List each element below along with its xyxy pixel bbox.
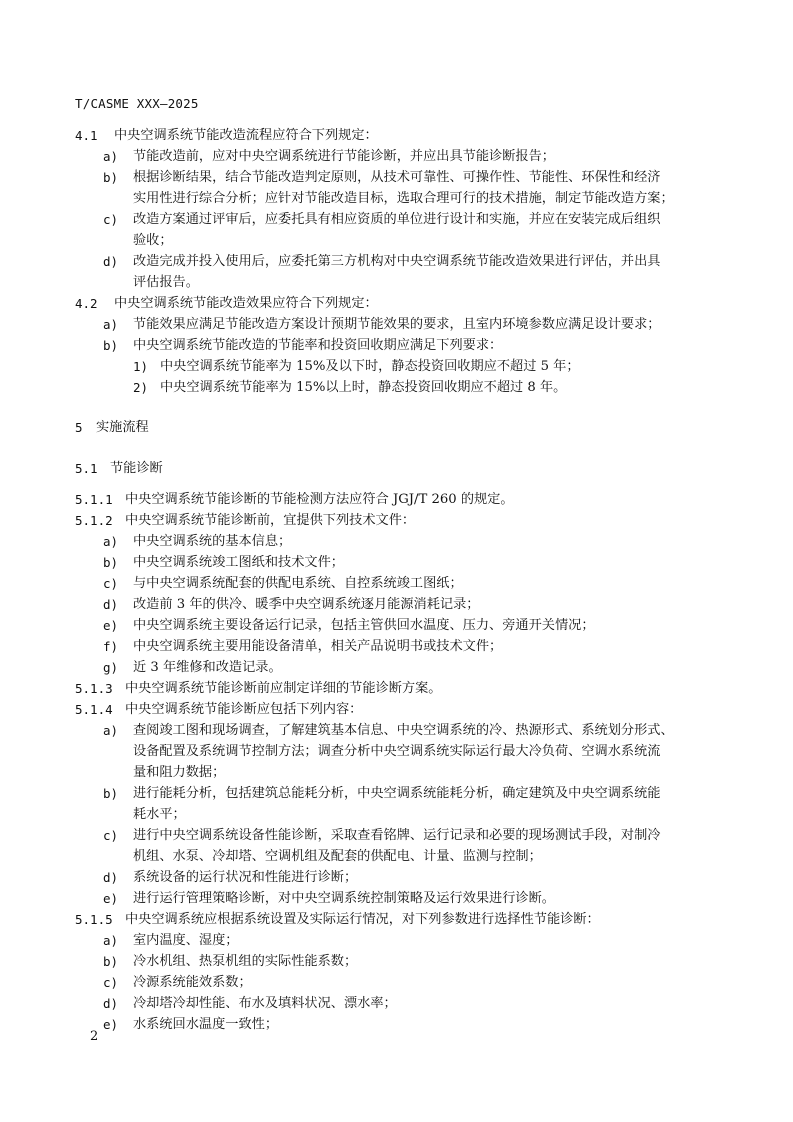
clause-number: a) (103, 317, 119, 332)
clause-text: 实施流程 (96, 420, 149, 435)
clause-text: 验收； (133, 233, 173, 248)
clause-text: 改造完成并投入使用后，应委托第三方机构对中央空调系统节能改造效果进行评估，并出具 (133, 254, 661, 269)
clause-number: d) (103, 996, 119, 1011)
clause-text: 量和阻力数据； (133, 765, 226, 780)
clause-text: 设备配置及系统调节控制方法；调查分析中央空调系统实际运行最大冷负荷、空调水系统流 (133, 744, 661, 759)
clause-text: 节能效果应满足节能改造方案设计预期节能效果的要求，且室内环境参数应满足设计要求； (133, 317, 661, 332)
clause-text: 根据诊断结果，结合节能改造判定原则，从技术可靠性、可操作性、节能性、环保性和经济 (133, 170, 661, 185)
clause-text: 评估报告。 (133, 275, 199, 290)
clause-text: 机组、水泵、冷却塔、空调机组及配套的供配电、计量、监测与控制； (133, 849, 542, 864)
clause-text: 耗水平； (133, 807, 186, 822)
clause-number: d) (103, 597, 119, 612)
clause-number: a) (103, 534, 119, 549)
clause-number: b) (103, 338, 119, 353)
clause-text: 中央空调系统节能诊断前应制定详细的节能诊断方案。 (125, 681, 442, 696)
clause-text: 改造前 3 年的供冷、暖季中央空调系统逐月能源消耗记录； (133, 597, 480, 612)
clause-number: 4.1 (75, 128, 98, 143)
clause-number: e) (103, 1017, 119, 1032)
clause-number: 1) (133, 359, 149, 374)
clause-number: g) (103, 660, 119, 675)
clause-number: c) (103, 975, 119, 990)
clause-number: f) (103, 639, 119, 654)
clause-number: a) (103, 149, 119, 164)
document-code-header: T/CASME XXX—2025 (75, 96, 199, 111)
clause-number: 5.1.1 (75, 492, 113, 507)
clause-text: 系统设备的运行状况和性能进行诊断； (133, 870, 358, 885)
clause-text: 冷水机组、热泵机组的实际性能系数； (133, 954, 358, 969)
clause-number: e) (103, 891, 119, 906)
clause-number: e) (103, 618, 119, 633)
clause-text: 查阅竣工图和现场调查，了解建筑基本信息、中央空调系统的冷、热源形式、系统划分形式、 (133, 723, 674, 738)
clause-text: 中央空调系统节能率为 15%及以下时，静态投资回收期应不超过 5 年； (160, 359, 580, 374)
clause-number: 5.1.4 (75, 702, 113, 717)
clause-number: b) (103, 786, 119, 801)
clause-text: 冷源系统能效系数； (133, 975, 252, 990)
clause-text: 中央空调系统节能率为 15%以上时，静态投资回收期应不超过 8 年。 (160, 380, 567, 395)
clause-text: 进行能耗分析，包括建筑总能耗分析，中央空调系统能耗分析，确定建筑及中央空调系统能 (133, 786, 661, 801)
clause-text: 室内温度、湿度； (133, 933, 239, 948)
clause-number: a) (103, 933, 119, 948)
clause-text: 中央空调系统主要用能设备清单，相关产品说明书或技术文件； (133, 639, 503, 654)
clause-text: 中央空调系统节能诊断的节能检测方法应符合 JGJ/T 260 的规定。 (125, 492, 514, 507)
clause-text: 改造方案通过评审后，应委托具有相应资质的单位进行设计和实施，并应在安装完成后组织 (133, 212, 661, 227)
clause-number: 2) (133, 380, 149, 395)
clause-text: 中央空调系统节能诊断前，宜提供下列技术文件： (125, 513, 416, 528)
clause-text: 中央空调系统的基本信息； (133, 534, 292, 549)
clause-number: c) (103, 212, 119, 227)
clause-number: 5.1.5 (75, 912, 113, 927)
clause-number: b) (103, 555, 119, 570)
clause-text: 实用性进行综合分析；应针对节能改造目标，选取合理可行的技术措施，制定节能改造方案； (133, 191, 674, 206)
clause-number: d) (103, 254, 119, 269)
clause-text: 进行中央空调系统设备性能诊断，采取查看铭牌、运行记录和必要的现场测试手段，对制冷 (133, 828, 661, 843)
clause-text: 中央空调系统节能改造效果应符合下列规定： (114, 296, 378, 311)
clause-number: c) (103, 576, 119, 591)
clause-text: 中央空调系统节能诊断应包括下列内容： (125, 702, 363, 717)
clause-text: 中央空调系统节能改造的节能率和投资回收期应满足下列要求： (133, 338, 503, 353)
clause-number: 5 (75, 420, 83, 435)
clause-number: c) (103, 828, 119, 843)
clause-text: 近 3 年维修和改造记录。 (133, 660, 282, 675)
clause-number: 5.1.3 (75, 681, 113, 696)
clause-number: 5.1 (75, 461, 98, 476)
clause-text: 水系统回水温度一致性； (133, 1017, 279, 1032)
clause-number: b) (103, 170, 119, 185)
clause-text: 中央空调系统节能改造流程应符合下列规定： (114, 128, 378, 143)
clause-text: 与中央空调系统配套的供配电系统、自控系统竣工图纸； (133, 576, 463, 591)
clause-number: 5.1.2 (75, 513, 113, 528)
clause-number: b) (103, 954, 119, 969)
clause-number: 4.2 (75, 296, 98, 311)
clause-text: 进行运行管理策略诊断，对中央空调系统控制策略及运行效果进行诊断。 (133, 891, 555, 906)
clause-text: 中央空调系统竣工图纸和技术文件； (133, 555, 344, 570)
clause-text: 冷却塔冷却性能、布水及填料状况、漂水率； (133, 996, 397, 1011)
clause-text: 中央空调系统应根据系统设置及实际运行情况，对下列参数进行选择性节能诊断： (125, 912, 600, 927)
clause-text: 节能诊断 (110, 461, 163, 476)
clause-text: 中央空调系统主要设备运行记录，包括主管供回水温度、压力、旁通开关情况； (133, 618, 595, 633)
clause-text: 节能改造前，应对中央空调系统进行节能诊断，并应出具节能诊断报告； (133, 149, 555, 164)
clause-number: d) (103, 870, 119, 885)
page-number: 2 (90, 1029, 99, 1044)
clause-number: a) (103, 723, 119, 738)
